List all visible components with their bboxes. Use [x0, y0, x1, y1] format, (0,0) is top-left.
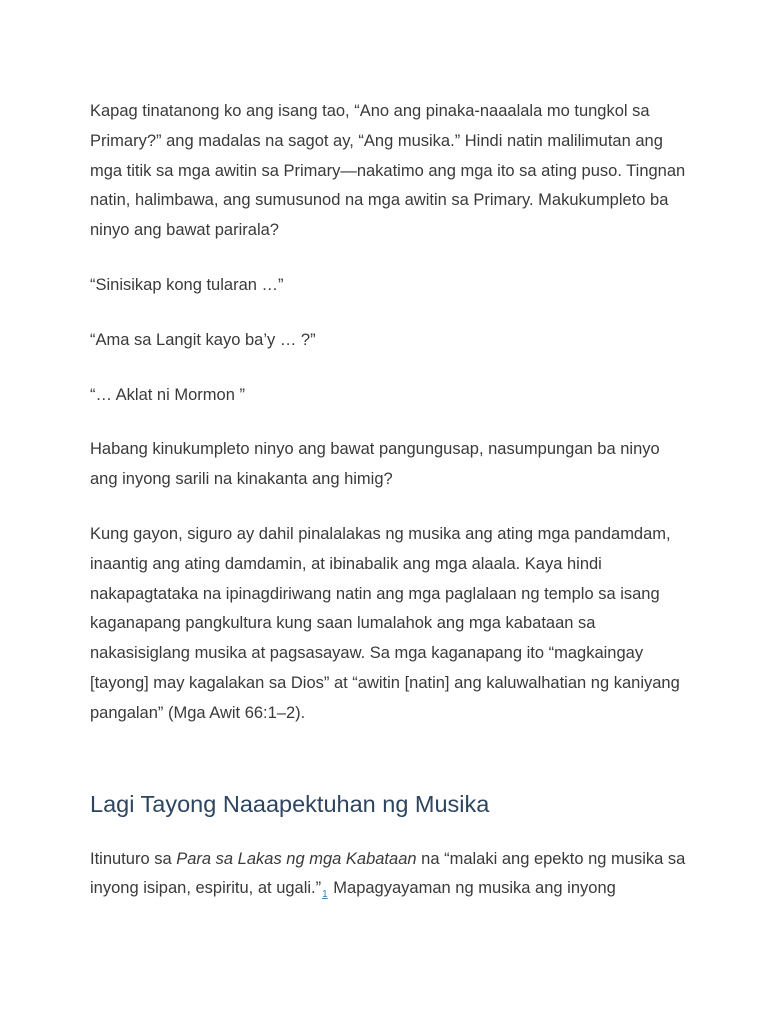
paragraph-intro: Kapag tinatanong ko ang isang tao, “Ano ang pinaka-naaalala mo tungkol sa Primary?” ang madalas na sagot ay, “Ang musika.” Hindi natin malilimutan ang mga titik sa mga awitin sa Primary—nakatimo ang mga ito sa ating puso. Tingnan natin, halimbawa, ang sumusunod na mga awitin sa Primary. Makukumpleto ba ninyo ang bawat parirala?	[90, 102, 686, 240]
song-quote-1: “Sinisikap kong tularan …”	[90, 275, 284, 294]
paragraph-question: Habang kinukumpleto ninyo ang bawat pangungusap, nasumpungan ba ninyo ang inyong sarili na kinakanta ang himig?	[90, 440, 660, 489]
footnote-link[interactable]: 1	[322, 889, 328, 901]
section-heading: Lagi Tayong Naaapektuhan ng Musika	[90, 790, 490, 817]
song-quote-2: “Ama sa Langit kayo ba’y … ?”	[90, 330, 316, 349]
song-quote-3: “… Aklat ni Mormon ”	[90, 385, 245, 404]
p4-middle: na “malaki ang epekto ng musika sa inyong isipan, espiritu, at ugali.”	[90, 849, 686, 898]
article-body	[90, 97, 690, 931]
book-title: Para sa Lakas ng mga Kabataan	[176, 849, 417, 868]
paragraph-music-emotions: Kung gayon, siguro ay dahil pinalalakas ng musika ang ating mga pandamdam, inaantig ang ating damdamin, at ibinabalik ang mga alaala. Kaya hindi nakapagtataka na ipinagdiriwang natin ang mga paglalaan ng templo sa isang kaganapang pangkultura kung saan lumalahok ang mga kabataan sa nakasisiglang musika at pagsasayaw. Sa mga kaganapang ito “magkaingay [tayong] may kagalakan sa Dios” at “awitin [natin] ang kaluwalhatian ng kaniyang pangalan” (Mga Awit 66:1–2).	[90, 524, 680, 722]
paragraph-for-strength-of-youth	[90, 845, 690, 907]
p4-tail: Mapagyayaman ng musika ang inyong	[328, 879, 616, 898]
p4-lead: Itinuturo sa	[90, 849, 177, 868]
